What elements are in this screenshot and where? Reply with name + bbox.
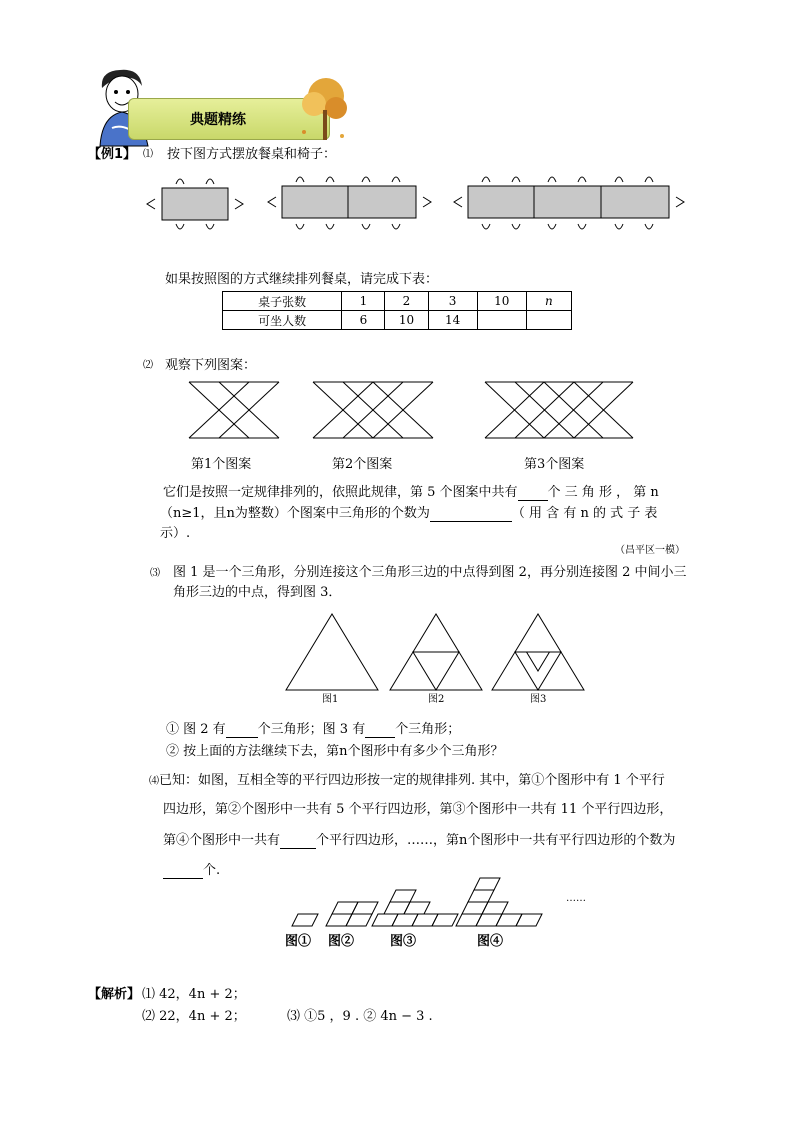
part2-line3: 示）.	[160, 526, 191, 541]
part2-line2	[160, 507, 657, 522]
part4-number: ⑷	[149, 776, 159, 787]
part4-line4-text: 个.	[203, 863, 221, 878]
section-banner	[92, 66, 352, 146]
parallelogram-dots: ……	[566, 893, 586, 904]
part2-line1-text: 它们是按照一定规律排列的，依照此规律，第 5 个图案中共有	[163, 485, 518, 500]
part3-line2: 角形三边的中点，得到图 3．	[173, 585, 342, 600]
answer-label: 【解析】	[88, 987, 141, 1002]
part2-line1	[163, 486, 659, 501]
answer-blank[interactable]	[163, 865, 203, 879]
part4-line3-b: 个平行四边形，……，第n个图形中一共有平行四边形的个数为	[316, 833, 676, 848]
part3-line1: 图 1 是一个三角形，分别连接这个三角形三边的中点得到图 2，再分别连接图 2 中间小三	[173, 565, 687, 580]
part4-line4	[163, 864, 220, 879]
part4-line1-text: 已知：如图，互相全等的平行四边形按一定的规律排列. 其中，第①个图形中有 1 个平行	[159, 773, 665, 788]
tables-chairs-figure	[140, 172, 700, 242]
answer-blank[interactable]	[226, 724, 258, 738]
question1-a: ① 图 2 有	[166, 722, 226, 737]
midpoint-triangles-figure	[286, 612, 586, 692]
pattern-caption-1: 第1个图案	[191, 457, 252, 472]
table-cell: 1	[342, 292, 385, 311]
table-cell	[526, 311, 571, 330]
part4-line3	[163, 834, 675, 849]
autumn-tree-icon	[292, 74, 352, 144]
part2-line1-end: 个 三 角 形 ， 第 n	[547, 485, 659, 500]
part3-number: ⑶	[150, 568, 160, 579]
table-row	[223, 311, 572, 330]
part2-source: （昌平区一模）	[615, 545, 685, 556]
pattern-caption-3: 第3个图案	[524, 457, 585, 472]
parallelogram-caption-4: 图④	[477, 934, 504, 949]
table-cell: 14	[428, 311, 477, 330]
table-cell: 桌子张数	[223, 292, 342, 311]
part2-number: ⑵	[143, 360, 153, 371]
answer-line2a: ⑵ 22，4n + 2；	[142, 1009, 246, 1024]
seating-table	[222, 291, 572, 330]
table-row	[223, 292, 572, 311]
pattern-caption-2: 第2个图案	[332, 457, 393, 472]
table-cell: 可坐人数	[223, 311, 342, 330]
answer-blank[interactable]	[280, 835, 316, 849]
question1-b: 个三角形；图 3 有	[257, 722, 366, 737]
table-cell	[477, 311, 526, 330]
answer-line1: ⑴ 42，4n + 2；	[142, 987, 246, 1002]
part4-line2: 四边形，第②个图形中一共有 5 个平行四边形，第③个图形中一共有 11 个平行四边形，	[163, 802, 673, 817]
triangle-caption-3: 图3	[530, 694, 547, 705]
part1-prompt: 如果按照图的方式继续排列餐桌，请完成下表：	[165, 272, 439, 287]
table-cell: 10	[385, 311, 428, 330]
example-label: 【例1】	[88, 147, 137, 162]
table-cell: 2	[385, 292, 428, 311]
table-cell: 10	[477, 292, 526, 311]
triangle-caption-1: 图1	[322, 694, 339, 705]
part2-line2-end: （ 用 含 有 n 的 式 子 表	[511, 506, 658, 521]
part3-question2: ② 按上面的方法继续下去，第n个图形中有多少个三角形？	[166, 744, 504, 759]
parallelogram-caption-2: 图②	[328, 934, 355, 949]
triangle-caption-2: 图2	[428, 694, 445, 705]
parallelogram-caption-1: 图①	[285, 934, 312, 949]
part2-text: 观察下列图案：	[165, 358, 257, 373]
table-cell: 3	[428, 292, 477, 311]
part3-question1	[166, 723, 460, 738]
question1-c: 个三角形；	[395, 722, 461, 737]
part1-text: 按下图方式摆放餐桌和椅子：	[167, 147, 337, 162]
table-cell: 6	[342, 311, 385, 330]
part1-number: ⑴	[143, 149, 153, 160]
part4-line3-a: 第④个图形中一共有	[163, 833, 281, 848]
triangle-patterns-figure	[189, 382, 649, 442]
part2-line2-text: （n≥1，且n为整数）个图案中三角形的个数为	[160, 506, 430, 521]
table-cell: n	[526, 292, 571, 311]
answer-blank[interactable]	[430, 508, 512, 522]
part4-line1	[149, 774, 665, 789]
answer-blank[interactable]	[365, 724, 395, 738]
answer-line2b: ⑶ ①5 ，9 . ② 4n − 3 .	[287, 1009, 433, 1024]
parallelogram-caption-3: 图③	[390, 934, 417, 949]
banner-title: 典题精练	[190, 112, 246, 128]
answer-blank[interactable]	[518, 487, 548, 501]
parallelograms-figure	[286, 877, 546, 927]
